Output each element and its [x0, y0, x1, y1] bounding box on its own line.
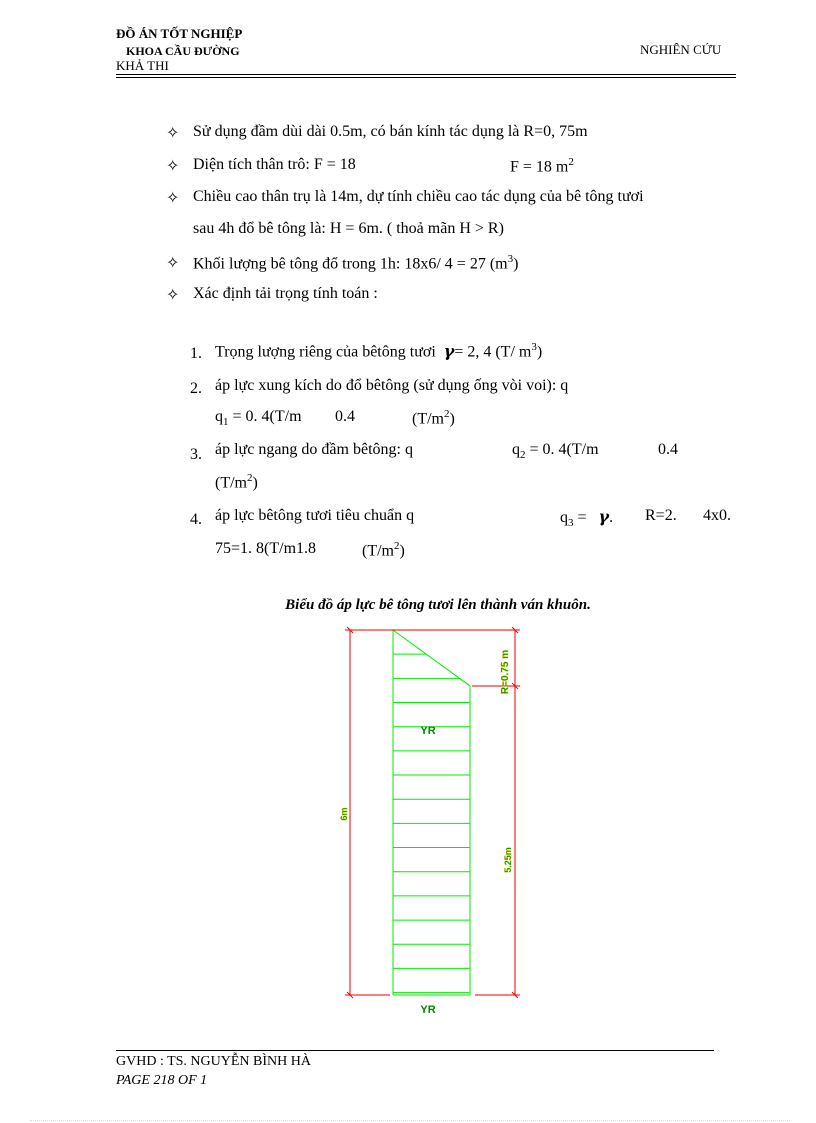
- bullet-icon: ✧: [166, 125, 180, 142]
- yr-label-bottom: YR: [420, 1004, 436, 1016]
- footer-page: PAGE 218 OF 1: [116, 1073, 208, 1088]
- area-value: F = 18 $m^2$: [510, 156, 574, 176]
- bullet-text: Chiều cao thân trụ là 14m, dự tính chiều cao tác dụng của bê tông tươi: [193, 188, 644, 205]
- bullet-text: Diện tích thân trô: F = 18: [193, 156, 356, 173]
- bullet-continuation: sau 4h đổ bê tông là: H = 6m. ( thoả mãn H > R): [193, 220, 504, 237]
- item-continuation: 75=1. 8(T/m1.8: [215, 540, 317, 557]
- item-unit: $(T/m^2)$: [215, 472, 258, 492]
- item-value: 4x0.: [703, 507, 731, 524]
- dimension-lines: [345, 627, 520, 998]
- item-number: 3.: [190, 446, 202, 463]
- bullet-text: Xác định tải trọng tính toán :: [193, 285, 378, 302]
- diagram-caption: Biểu đồ áp lực bê tông tươi lên thành ván khuôn.: [285, 597, 591, 613]
- item-continuation: $q_1 = 0$. 4(T/m: [215, 408, 302, 429]
- header-department: KHOA CẦU ĐƯỜNG: [126, 44, 240, 58]
- footer-rule: [116, 1050, 714, 1051]
- formwork-lines: [393, 630, 470, 995]
- remaining-height-label: 5.25m: [503, 847, 513, 873]
- total-height-label: 6m: [339, 807, 349, 821]
- header-title: ĐỒ ÁN TỐT NGHIỆP: [116, 26, 243, 41]
- bullet-icon: ✧: [166, 190, 180, 207]
- item-number: 1.: [190, 345, 202, 362]
- item-unit: $(T/m^2)$: [362, 540, 405, 560]
- footer-advisor: GVHD : TS. NGUYỄN BÌNH HÀ: [116, 1054, 311, 1069]
- header-right: NGHIÊN CỨU: [640, 42, 722, 57]
- item-value: $q_2 = 0$. 4(T/m: [512, 441, 599, 462]
- item-number: 4.: [190, 511, 202, 528]
- r-dimension-label: R=0.75 m: [500, 649, 511, 695]
- item-text: áp lực xung kích do đổ bêtông (sử dụng ống vòi voi): q: [215, 377, 569, 394]
- item-unit: $(T/m^2)$: [412, 408, 455, 428]
- item-value: 0.4: [335, 408, 355, 425]
- header-subtitle: KHẢ THI: [116, 58, 169, 73]
- item-value: 0.4: [658, 441, 678, 458]
- yr-label-top: YR: [420, 725, 436, 737]
- bullet-text: Sử dụng đầm dùi dài 0.5m, có bán kính tác dụng là R=0, 75m: [193, 123, 588, 140]
- item-text: áp lực bêtông tươi tiêu chuẩn q: [215, 507, 415, 524]
- bullet-text: Khối lượng bê tông đổ trong 1h: 18x6/ 4 = 27 $(m^3)$: [193, 253, 519, 273]
- page-edge: [30, 1120, 790, 1121]
- item-number: 2.: [190, 380, 202, 397]
- bullet-icon: ✧: [166, 287, 180, 304]
- item-text: áp lực ngang do đầm bêtông: q: [215, 441, 413, 458]
- item-value: R=2.: [645, 507, 677, 524]
- item-value: $q_3 = \gamma$.: [560, 507, 614, 530]
- bullet-icon: ✧: [166, 158, 180, 175]
- item-text: Trọng lượng riêng của bêtông tươi γ= 2, 4 (T/ $m^3$): [215, 341, 543, 361]
- bullet-icon: ✧: [166, 255, 180, 272]
- pressure-slope: [393, 630, 470, 686]
